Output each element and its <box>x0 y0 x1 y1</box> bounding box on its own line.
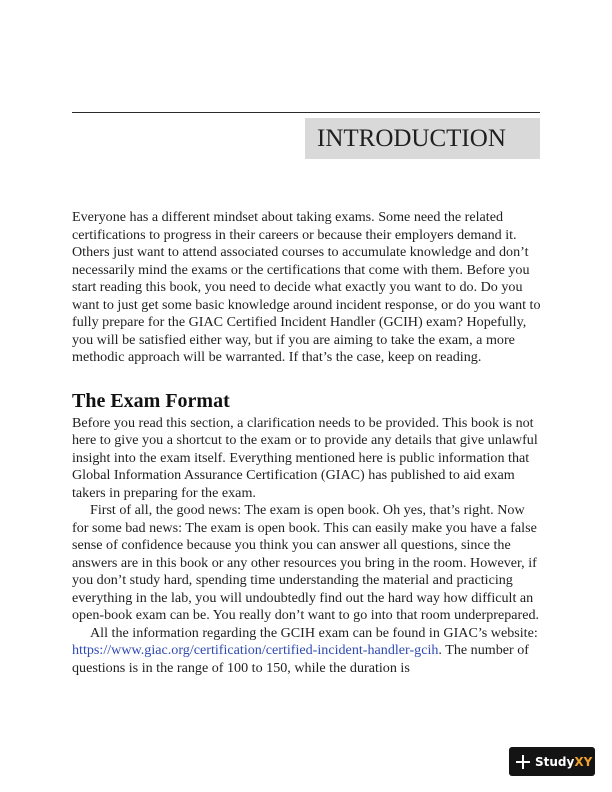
section-heading: The Exam Format <box>72 389 230 412</box>
badge-text-main: Study <box>535 754 575 769</box>
paragraph-3-text-after: . The number of questions is in the range of 100 to 150, while the duration is <box>72 642 529 676</box>
chapter-title-box <box>305 118 540 159</box>
header-rule <box>72 112 540 113</box>
studyxy-badge[interactable] <box>509 747 595 776</box>
badge-text-accent: XY <box>574 754 593 769</box>
paragraph-3-text-before: All the information regarding the GCIH exam can be found in GIAC’s website: <box>90 624 538 641</box>
badge-label <box>535 755 592 769</box>
page-body <box>72 209 541 677</box>
section-paragraph-3 <box>72 625 541 678</box>
cross-plus-icon <box>516 755 530 769</box>
section-paragraph-2: First of all, the good news: The exam is open book. Oh yes, that’s right. Now for some bad news: The exam is open book. This can easily make you have a false sense of confidence because you think you can answer all questions, since the answers are in this book or any other resources you bring in the room. However, if you don’t study hard, spending time understanding the material and practicing everything in the lab, you will undoubtedly find out the hard way how difficult an open-book exam can be. You really don’t want to go into that room underprepared. <box>72 502 540 623</box>
intro-paragraph: Everyone has a different mindset about taking exams. Some need the related certifications to progress in their careers or because their employers demand it. Others just want to attend associated courses to accumulate knowledge and don’t necessarily mind the exams or the certifications that come with them. Before you start reading this book, you need to decide what exactly you want to do. Do you want to just get some basic knowledge around incident response, or do you want to fully prepare for the GIAC Certified Incident Handler (GCIH) exam? Hopefully, you will be satisfied either way, but if you are aiming to take the exam, a more methodic approach will be warranted. If that’s the case, keep on reading. <box>72 209 541 365</box>
section-paragraph-1: Before you read this section, a clarification needs to be provided. This book is not here to give you a shortcut to the exam or to provide any details that give unlawful insight into the exam itself. Everything mentioned here is public information that Global Information Assurance Certification (GIAC) has published to aid exam takers in preparing for the exam. <box>72 414 538 501</box>
chapter-title: INTRODUCTION <box>317 125 506 152</box>
giac-gcih-link[interactable]: https://www.giac.org/certification/certified-incident-handler-gcih <box>72 642 439 658</box>
